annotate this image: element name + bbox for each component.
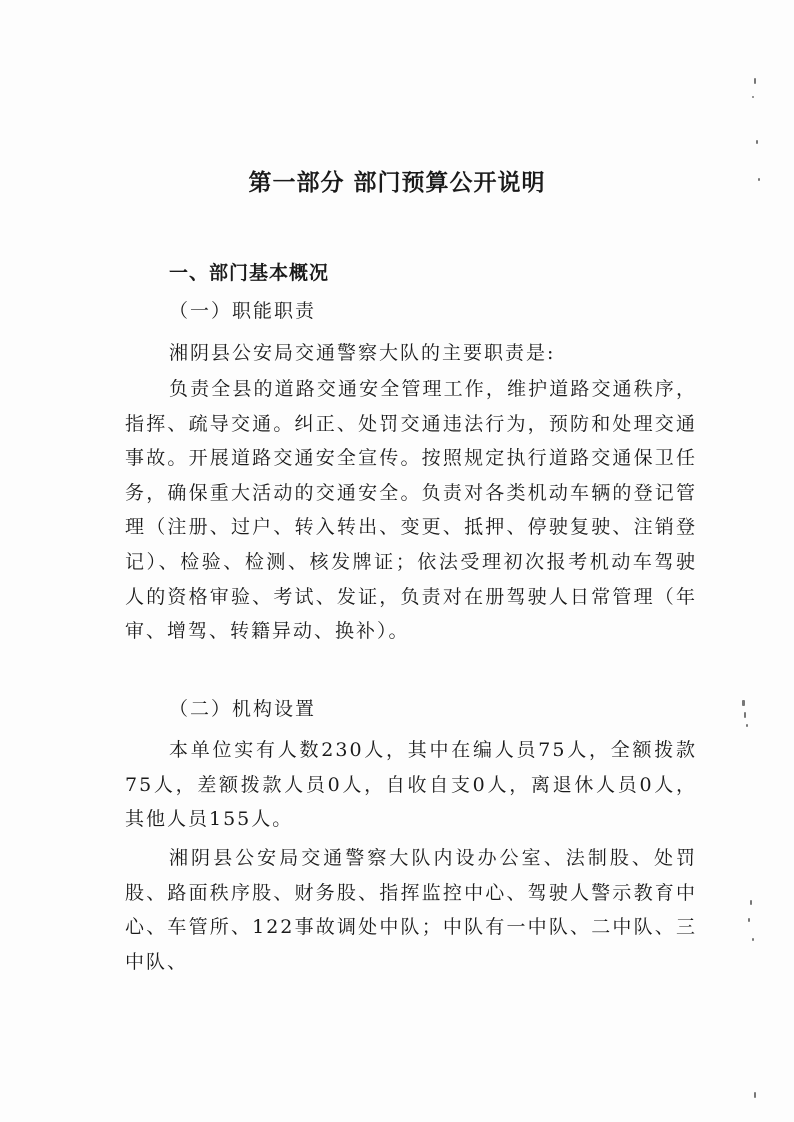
staffing-paragraph: 本单位实有人数230人，其中在编人员75人，全额拨款75人，差额拨款人员0人，自收自支0人，离退休人员0人，其他人员155人。: [125, 739, 697, 831]
scan-speck: [748, 918, 750, 922]
scan-speck: [742, 700, 745, 706]
scan-speck: [754, 78, 756, 84]
scan-speck: [756, 140, 758, 144]
internal-units-paragraph: 湘阴县公安局交通警察大队内设办公室、法制股、处罚股、路面秩序股、财务股、指挥监控中心、驾驶人警示教育中心、车管所、122事故调处中队；中队有一中队、二中队、三中队、: [125, 847, 697, 973]
functions-intro-paragraph: 湘阴县公安局交通警察大队的主要职责是:: [169, 342, 556, 364]
scan-speck: [752, 938, 754, 941]
scan-speck: [758, 178, 760, 181]
scan-speck: [754, 1092, 756, 1098]
scan-speck: [750, 900, 752, 905]
page-title: 第一部分 部门预算公开说明: [248, 170, 546, 196]
scan-speck: [746, 724, 748, 727]
functions-body-paragraph: 负责全县的道路交通安全管理工作，维护道路交通秩序，指挥、疏导交通。纠正、处罚交通违法行为，预防和处理交通事故。开展道路交通安全宣传。按照规定执行道路交通保卫任务，确保重大活动的交通安全。负责对各类机动车辆的登记管理（注册、过户、转入转出、变更、抵押、停驶复驶、注销登记）、检验、检测、核发牌证；依法受理初次报考机动车驾驶人的资格审验、考试、发证，负责对在册驾驶人日常管理（年审、增驾、转籍异动、换补）。: [125, 378, 697, 643]
scan-speck: [752, 96, 754, 98]
subsection-heading-organization: （二）机构设置: [169, 698, 317, 720]
subsection-heading-functions: （一）职能职责: [169, 300, 317, 322]
section-heading-basic-overview: 一、部门基本概况: [169, 262, 330, 284]
scan-edge-noise: [734, 0, 794, 1122]
scan-speck: [744, 712, 746, 718]
